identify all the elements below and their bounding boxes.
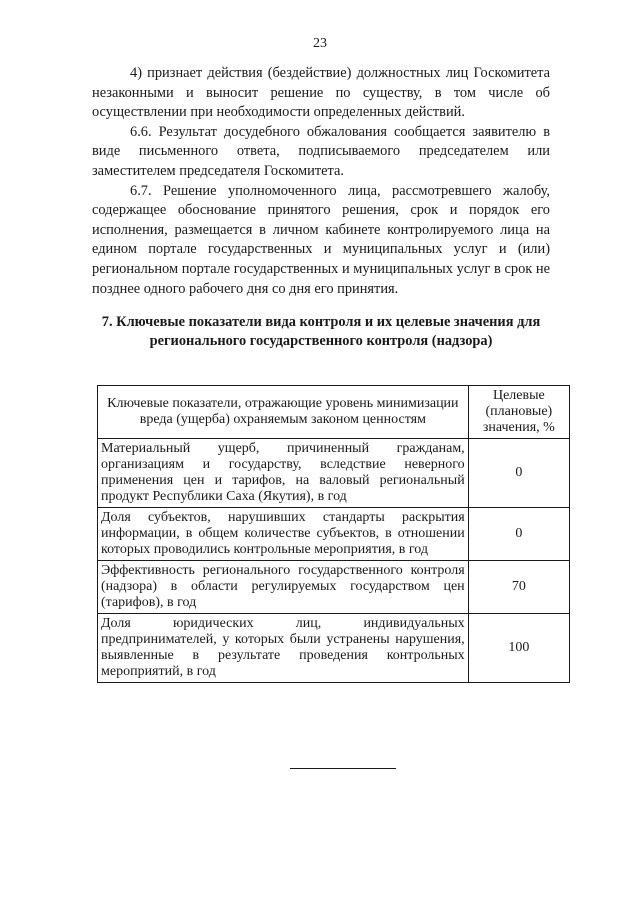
target-value-cell: 100 [468, 614, 569, 683]
page-number: 23 [313, 36, 327, 51]
table-row [98, 561, 570, 614]
key-indicators-table [97, 385, 570, 683]
table-row [98, 439, 570, 508]
section-heading: 7. Ключевые показатели вида контроля и их целевые значения для регионального государственного контроля (надзора) [101, 314, 541, 349]
indicator-cell: Материальный ущерб, причиненный гражданам, организациям и государству, вследствие неверного применения цен и тарифов, на валовый региональный продукт Республики Саха (Якутия), в год [98, 439, 469, 508]
header-target-value: Целевые (плановые) значения, % [468, 386, 569, 439]
table-header-row [98, 386, 570, 439]
indicator-cell: Доля юридических лиц, индивидуальных предпринимателей, у которых были устранены нарушения, выявленные в результате проведения контрольных мероприятий, в год [98, 614, 469, 683]
indicator-cell: Доля субъектов, нарушивших стандарты раскрытия информации, в общем количестве субъектов, в отношении которых проводились контрольные мероприятия, в год [98, 508, 469, 561]
header-indicator: Ключевые показатели, отражающие уровень минимизации вреда (ущерба) охраняемым законом ценностям [98, 386, 469, 439]
appeal-section-text [92, 64, 550, 299]
table-row [98, 614, 570, 683]
target-value-cell: 70 [468, 561, 569, 614]
target-value-cell: 0 [468, 508, 569, 561]
target-value-cell: 0 [468, 439, 569, 508]
indicator-cell: Эффективность регионального государственного контроля (надзора) в области регулируемых государством цен (тарифов), в год [98, 561, 469, 614]
paragraph-6-7: 6.7. Решение уполномоченного лица, рассмотревшего жалобу, содержащее обоснование принятого решения, срок и порядок его исполнения, размещается в личном кабинете контролируемого лица на едином портале государственных и муниципальных услуг и (или) региональном портале государственных и муниципальных услуг в срок не позднее одного рабочего дня со дня его принятия. [92, 182, 550, 297]
table-row [98, 508, 570, 561]
paragraph-6-6: 6.6. Результат досудебного обжалования сообщается заявителю в виде письменного ответа, подписываемого председателем или заместителем председателя Госкомитета. [92, 123, 550, 179]
paragraph-decision-item-4: 4) признает действия (бездействие) должностных лиц Госкомитета незаконными и выносит решение по существу, в том числе об осуществлении при необходимости определенных действий. [92, 65, 550, 121]
end-divider-line [290, 768, 396, 769]
